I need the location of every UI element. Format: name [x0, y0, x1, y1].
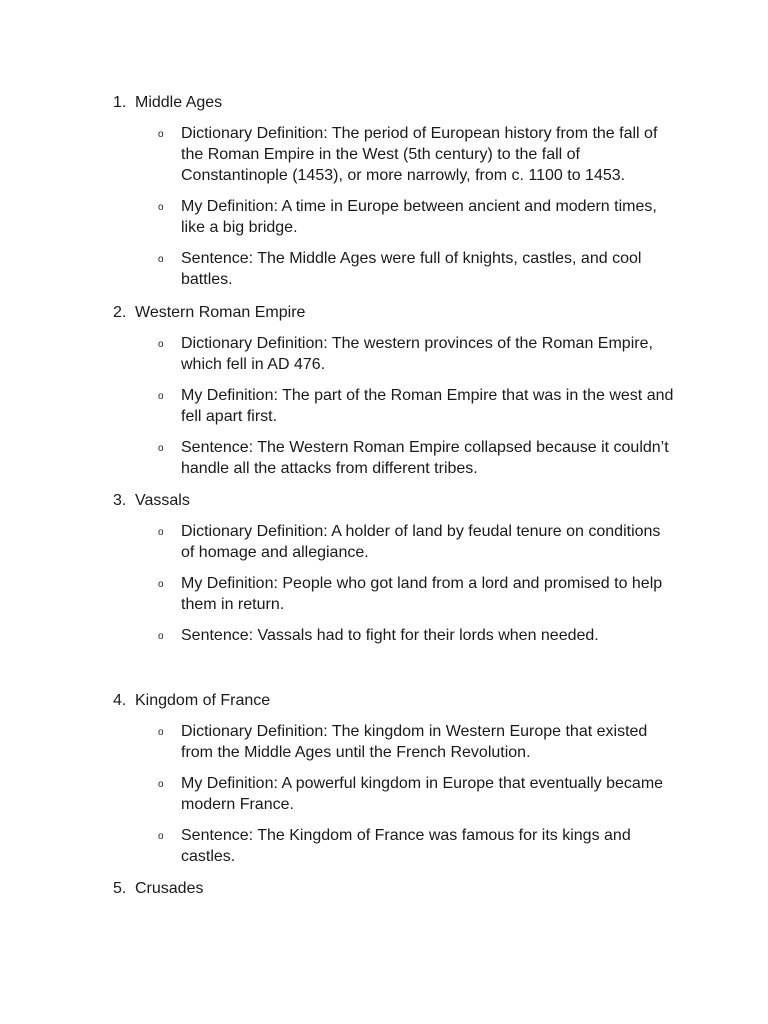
- term-definitions: [0, 333, 768, 479]
- term-heading: [0, 92, 768, 114]
- definition-text: My Definition: A time in Europe between ancient and modern times, like a big bridge.: [181, 198, 657, 236]
- term-western-roman-empire: [0, 302, 768, 489]
- term-heading: [0, 878, 768, 900]
- definition-text: My Definition: People who got land from a lord and promised to help them in return.: [181, 575, 663, 613]
- bullet-icon: o: [158, 579, 164, 590]
- definition-item: [0, 721, 768, 763]
- term-title: Kingdom of France: [135, 692, 271, 709]
- definition-text: Dictionary Definition: The kingdom in Western Europe that existed from the Middle Ages until the French Revolution.: [181, 723, 648, 761]
- definition-text: Dictionary Definition: The western provinces of the Roman Empire, which fell in AD 476.: [181, 335, 653, 373]
- term-heading: [0, 302, 768, 324]
- definition-text: Sentence: The Western Roman Empire collapsed because it couldn’t handle all the attacks from different tribes.: [181, 439, 669, 477]
- bullet-icon: o: [158, 254, 164, 265]
- bullet-icon: o: [158, 443, 164, 454]
- bullet-icon: o: [158, 779, 164, 790]
- term-definitions: [0, 521, 768, 646]
- term-crusades: [0, 878, 768, 900]
- definition-text: My Definition: The part of the Roman Empire that was in the west and fell apart first.: [181, 387, 674, 425]
- bullet-icon: o: [158, 202, 164, 213]
- term-number: 5.: [113, 880, 127, 897]
- term-number: 3.: [113, 492, 127, 509]
- bullet-icon: o: [158, 339, 164, 350]
- definition-item: [0, 437, 768, 479]
- definition-item: [0, 773, 768, 815]
- bullet-icon: o: [158, 391, 164, 402]
- term-definitions: [0, 123, 768, 290]
- definition-text: My Definition: A powerful kingdom in Europe that eventually became modern France.: [181, 775, 664, 813]
- definition-text: Sentence: The Middle Ages were full of knights, castles, and cool battles.: [181, 250, 642, 288]
- term-heading: [0, 690, 768, 712]
- definition-item: [0, 333, 768, 375]
- bullet-icon: o: [158, 527, 164, 538]
- definition-item: [0, 385, 768, 427]
- term-kingdom-of-france: [0, 690, 768, 877]
- term-number: 1.: [113, 94, 127, 111]
- definition-item: [0, 625, 768, 646]
- definition-item: [0, 248, 768, 290]
- definition-item: [0, 825, 768, 867]
- definition-item: [0, 573, 768, 615]
- definition-item: [0, 196, 768, 238]
- bullet-icon: o: [158, 129, 164, 140]
- bullet-icon: o: [158, 727, 164, 738]
- term-title: Middle Ages: [135, 94, 223, 111]
- term-title: Crusades: [135, 880, 204, 897]
- term-number: 2.: [113, 304, 127, 321]
- term-title: Vassals: [135, 492, 190, 509]
- term-vassals: [0, 490, 768, 656]
- bullet-icon: o: [158, 631, 164, 642]
- term-number: 4.: [113, 692, 127, 709]
- definition-text: Dictionary Definition: The period of European history from the fall of the Roman Empire in the West (5th century) to the fall of Constantinople (1453), or more narrowly, from c. 1100 to 1453.: [181, 125, 658, 184]
- definition-item: [0, 123, 768, 186]
- definition-text: Sentence: Vassals had to fight for their lords when needed.: [181, 627, 599, 644]
- term-title: Western Roman Empire: [135, 304, 306, 321]
- term-middle-ages: [0, 92, 768, 300]
- term-heading: [0, 490, 768, 512]
- definition-item: [0, 521, 768, 563]
- definition-text: Sentence: The Kingdom of France was famous for its kings and castles.: [181, 827, 631, 865]
- term-definitions: [0, 721, 768, 867]
- bullet-icon: o: [158, 831, 164, 842]
- definition-text: Dictionary Definition: A holder of land by feudal tenure on conditions of homage and allegiance.: [181, 523, 661, 561]
